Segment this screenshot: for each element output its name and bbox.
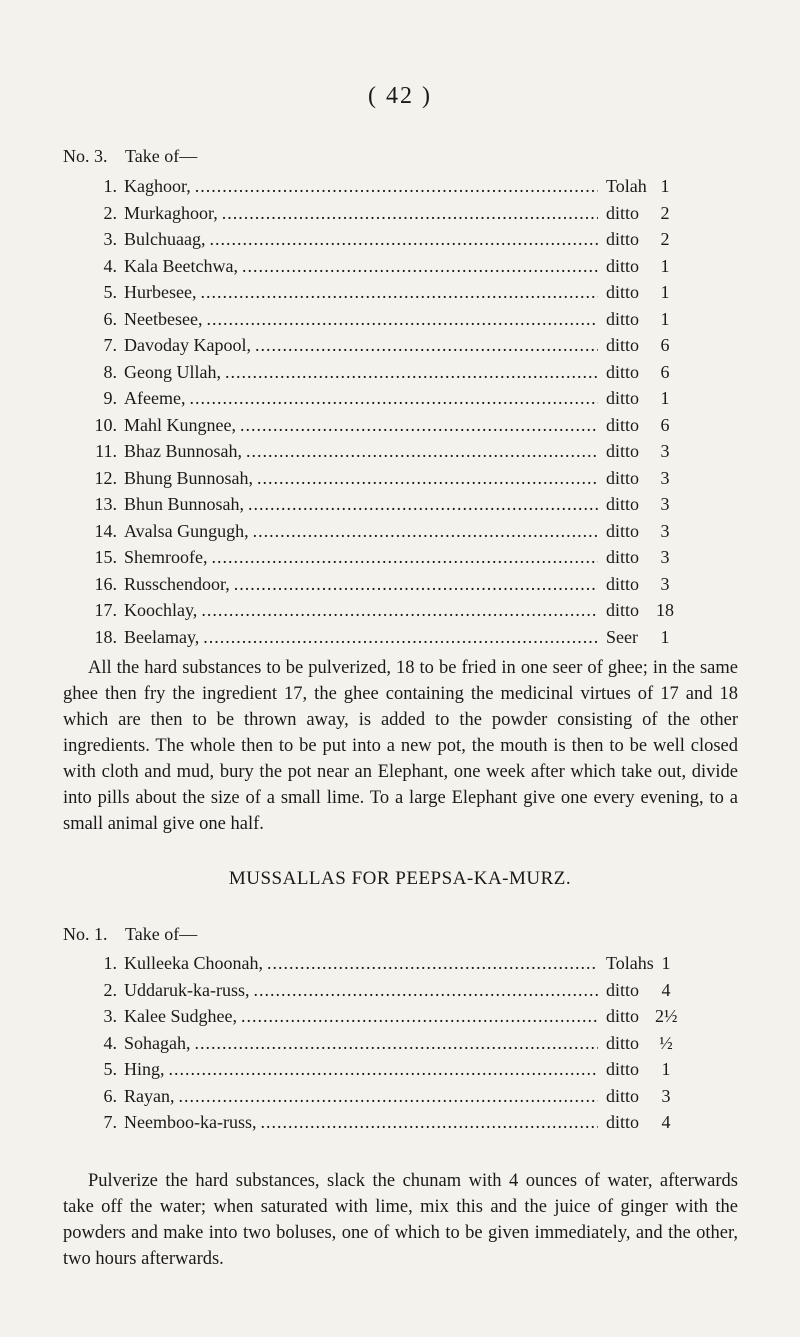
ingredient-quantity: 1 <box>660 255 670 276</box>
ingredient-row <box>0 385 800 411</box>
ingredient-unit: Tolah <box>606 176 647 196</box>
dot-leader <box>240 412 598 438</box>
recipe-number-label <box>63 146 197 167</box>
ingredient-row <box>0 173 800 199</box>
ingredient-quantity: 3 <box>660 494 670 514</box>
ingredient-name: Geong Ullah, <box>124 361 221 382</box>
ingredient-quantity: 3 <box>660 520 670 541</box>
ingredient-unit: ditto <box>606 979 640 1000</box>
ingredient-index: 5. <box>103 282 117 302</box>
ingredient-index: 18. <box>94 626 117 647</box>
ingredient-index: 2. <box>103 202 117 223</box>
dot-leader <box>234 571 598 597</box>
ingredient-row <box>0 518 800 544</box>
dot-leader <box>211 544 598 570</box>
ingredient-row <box>0 544 800 570</box>
ingredient-index: 6. <box>103 308 117 329</box>
dot-leader <box>195 173 598 199</box>
ingredient-row <box>0 412 800 438</box>
ingredient-row <box>0 1083 800 1109</box>
ingredient-name: Sohagah, <box>124 1032 191 1053</box>
ingredient-index: 1. <box>103 176 117 196</box>
dot-leader <box>246 438 598 464</box>
dot-leader <box>248 491 598 517</box>
instructions-paragraph: All the hard substances to be pulverized, 18 to be fried in one seer of ghee; in the same ghee then fry the ingredient 17, the ghee containing the medicinal virtues of 17 and 18 which are then to be thrown away, is added to the powder consisting of the other ingredients. The whole then to be put into a new pot, the mouth is then to be well closed with cloth and mud, bury the pot near an Elephant, one week after which take out, divide into pills about the size of a small lime. To a large Elephant give one every evening, to a small animal give one half. <box>63 658 738 834</box>
ingredient-unit: ditto <box>606 1059 640 1079</box>
ingredient-unit: ditto <box>606 494 640 514</box>
dot-leader <box>195 1030 599 1056</box>
ingredient-row <box>0 1056 800 1082</box>
ingredient-index: 9. <box>103 388 117 408</box>
ingredient-name: Neetbesee, <box>124 308 203 329</box>
ingredient-name: Russchendoor, <box>124 573 230 594</box>
ingredient-unit: ditto <box>606 414 640 435</box>
recipe-number: No. 3. <box>63 146 108 166</box>
section-heading: MUSSALLAS FOR PEEPSA-KA-MURZ. <box>228 868 572 889</box>
ingredient-unit: ditto <box>606 308 640 329</box>
ingredient-unit: ditto <box>606 1085 640 1106</box>
ingredient-name: Koochlay, <box>124 600 198 620</box>
ingredient-row <box>0 950 800 976</box>
ingredient-name: Hing, <box>124 1059 165 1079</box>
ingredient-name: Kalee Sudghee, <box>124 1006 237 1026</box>
ingredient-index: 3. <box>103 1006 117 1026</box>
recipe-number: No. 1. <box>63 924 108 944</box>
ingredient-index: 3. <box>103 229 117 249</box>
ingredient-row <box>0 306 800 332</box>
ingredient-name: Davoday Kapool, <box>124 335 251 355</box>
page-number: ( 42 ) <box>368 83 432 109</box>
ingredient-quantity: 6 <box>660 414 670 435</box>
ingredient-name: Bhung Bunnosah, <box>124 467 254 488</box>
dot-leader <box>260 1109 598 1135</box>
dot-leader <box>206 306 598 332</box>
ingredient-row <box>0 332 800 358</box>
ingredient-index: 6. <box>103 1085 117 1106</box>
take-of-label: Take of— <box>125 924 198 944</box>
ingredient-quantity: 1 <box>661 1059 671 1079</box>
ingredient-unit: ditto <box>606 388 640 408</box>
ingredient-name: Bhun Bunnosah, <box>124 494 245 514</box>
dot-leader <box>253 977 598 1003</box>
ingredient-index: 5. <box>103 1059 117 1079</box>
ingredient-quantity: 2 <box>660 202 670 223</box>
ingredient-quantity: 1 <box>660 308 670 329</box>
ingredient-quantity: 4 <box>661 1112 671 1132</box>
instructions-paragraph: Pulverize the hard substances, slack the chunam with 4 ounces of water, afterwards take off the water; when saturated with lime, mix this and the juice of ginger with the powders and make into two boluses, one of which to be given immediately, and the other, two hours afterwards. <box>63 1171 738 1269</box>
ingredient-index: 14. <box>94 520 117 541</box>
ingredient-index: 16. <box>94 573 117 594</box>
ingredient-row <box>0 438 800 464</box>
dot-leader <box>241 1003 598 1029</box>
ingredient-row <box>0 571 800 597</box>
dot-leader <box>257 465 598 491</box>
ingredient-index: 10. <box>94 414 117 435</box>
ingredient-unit: ditto <box>606 1006 640 1026</box>
dot-leader <box>242 253 598 279</box>
ingredient-name: Kaghoor, <box>124 176 191 196</box>
ingredient-quantity: 6 <box>660 335 670 355</box>
ingredient-index: 11. <box>95 441 117 461</box>
ingredient-row <box>0 465 800 491</box>
ingredient-name: Avalsa Gungugh, <box>124 520 249 541</box>
ingredient-name: Beelamay, <box>124 626 200 647</box>
ingredient-quantity: 3 <box>660 441 670 461</box>
ingredient-name: Uddaruk-ka-russ, <box>124 979 250 1000</box>
dot-leader <box>178 1083 598 1109</box>
ingredient-name: Afeeme, <box>124 388 186 408</box>
ingredient-quantity: 3 <box>660 467 670 488</box>
ingredient-unit: ditto <box>606 441 640 461</box>
ingredient-unit: Seer <box>606 626 638 647</box>
dot-leader <box>225 359 598 385</box>
ingredient-row <box>0 597 800 623</box>
ingredient-index: 1. <box>103 953 117 973</box>
ingredient-quantity: 3 <box>661 1085 671 1106</box>
ingredient-index: 12. <box>94 467 117 488</box>
ingredient-unit: ditto <box>606 467 640 488</box>
ingredient-unit: ditto <box>606 255 640 276</box>
ingredient-quantity: 3 <box>660 573 670 594</box>
ingredient-quantity: ½ <box>659 1032 673 1053</box>
dot-leader <box>209 226 598 252</box>
take-of-label: Take of— <box>125 146 198 166</box>
ingredient-unit: ditto <box>606 1112 640 1132</box>
ingredient-quantity: 6 <box>660 361 670 382</box>
ingredient-index: 13. <box>94 494 117 514</box>
ingredient-name: Rayan, <box>124 1085 175 1106</box>
ingredient-quantity: 1 <box>661 953 671 973</box>
ingredient-index: 15. <box>94 547 117 567</box>
ingredient-row <box>0 977 800 1003</box>
dot-leader <box>169 1056 599 1082</box>
ingredient-index: 4. <box>103 255 117 276</box>
ingredient-quantity: 4 <box>661 979 671 1000</box>
ingredient-name: Murkaghoor, <box>124 202 218 223</box>
dot-leader <box>189 385 598 411</box>
ingredient-unit: ditto <box>606 335 640 355</box>
ingredient-name: Neemboo-ka-russ, <box>124 1112 257 1132</box>
ingredient-quantity: 2 <box>660 229 670 249</box>
ingredient-row <box>0 200 800 226</box>
dot-leader <box>253 518 598 544</box>
ingredient-row <box>0 359 800 385</box>
ingredient-row <box>0 491 800 517</box>
ingredient-unit: ditto <box>606 282 640 302</box>
ingredient-row <box>0 624 800 650</box>
ingredient-row <box>0 253 800 279</box>
ingredient-row <box>0 1030 800 1056</box>
ingredient-name: Bhaz Bunnosah, <box>124 441 242 461</box>
ingredient-quantity: 18 <box>656 600 674 620</box>
ingredient-quantity: 1 <box>660 626 670 647</box>
ingredient-name: Hurbesee, <box>124 282 197 302</box>
ingredient-quantity: 1 <box>660 388 670 408</box>
ingredient-quantity: 1 <box>660 176 670 196</box>
ingredient-row <box>0 1109 800 1135</box>
ingredient-index: 8. <box>103 361 117 382</box>
ingredient-unit: ditto <box>606 547 640 567</box>
dot-leader <box>267 950 598 976</box>
ingredient-name: Bulchuaag, <box>124 229 206 249</box>
ingredient-index: 7. <box>103 1112 117 1132</box>
ingredient-name: Shemroofe, <box>124 547 208 567</box>
recipe-number-label <box>63 924 197 945</box>
ingredient-index: 4. <box>103 1032 117 1053</box>
ingredient-row <box>0 279 800 305</box>
ingredient-unit: ditto <box>606 229 640 249</box>
dot-leader <box>222 200 598 226</box>
dot-leader <box>203 624 598 650</box>
ingredient-index: 17. <box>94 600 117 620</box>
ingredient-unit: ditto <box>606 1032 640 1053</box>
ingredient-row <box>0 226 800 252</box>
ingredient-quantity: 2½ <box>655 1006 678 1026</box>
ingredient-quantity: 3 <box>660 547 670 567</box>
ingredient-row <box>0 1003 800 1029</box>
dot-leader <box>255 332 598 358</box>
ingredient-name: Kulleeka Choonah, <box>124 953 263 973</box>
ingredient-unit: ditto <box>606 361 640 382</box>
ingredient-index: 2. <box>103 979 117 1000</box>
ingredient-name: Kala Beetchwa, <box>124 255 238 276</box>
ingredient-unit: ditto <box>606 573 640 594</box>
ingredient-unit: ditto <box>606 202 640 223</box>
ingredient-unit: ditto <box>606 600 640 620</box>
ingredient-quantity: 1 <box>660 282 670 302</box>
ingredient-unit: ditto <box>606 520 640 541</box>
dot-leader <box>200 279 598 305</box>
ingredient-name: Mahl Kungnee, <box>124 414 236 435</box>
ingredient-unit: Tolahs <box>606 953 654 973</box>
ingredient-index: 7. <box>103 335 117 355</box>
dot-leader <box>201 597 598 623</box>
